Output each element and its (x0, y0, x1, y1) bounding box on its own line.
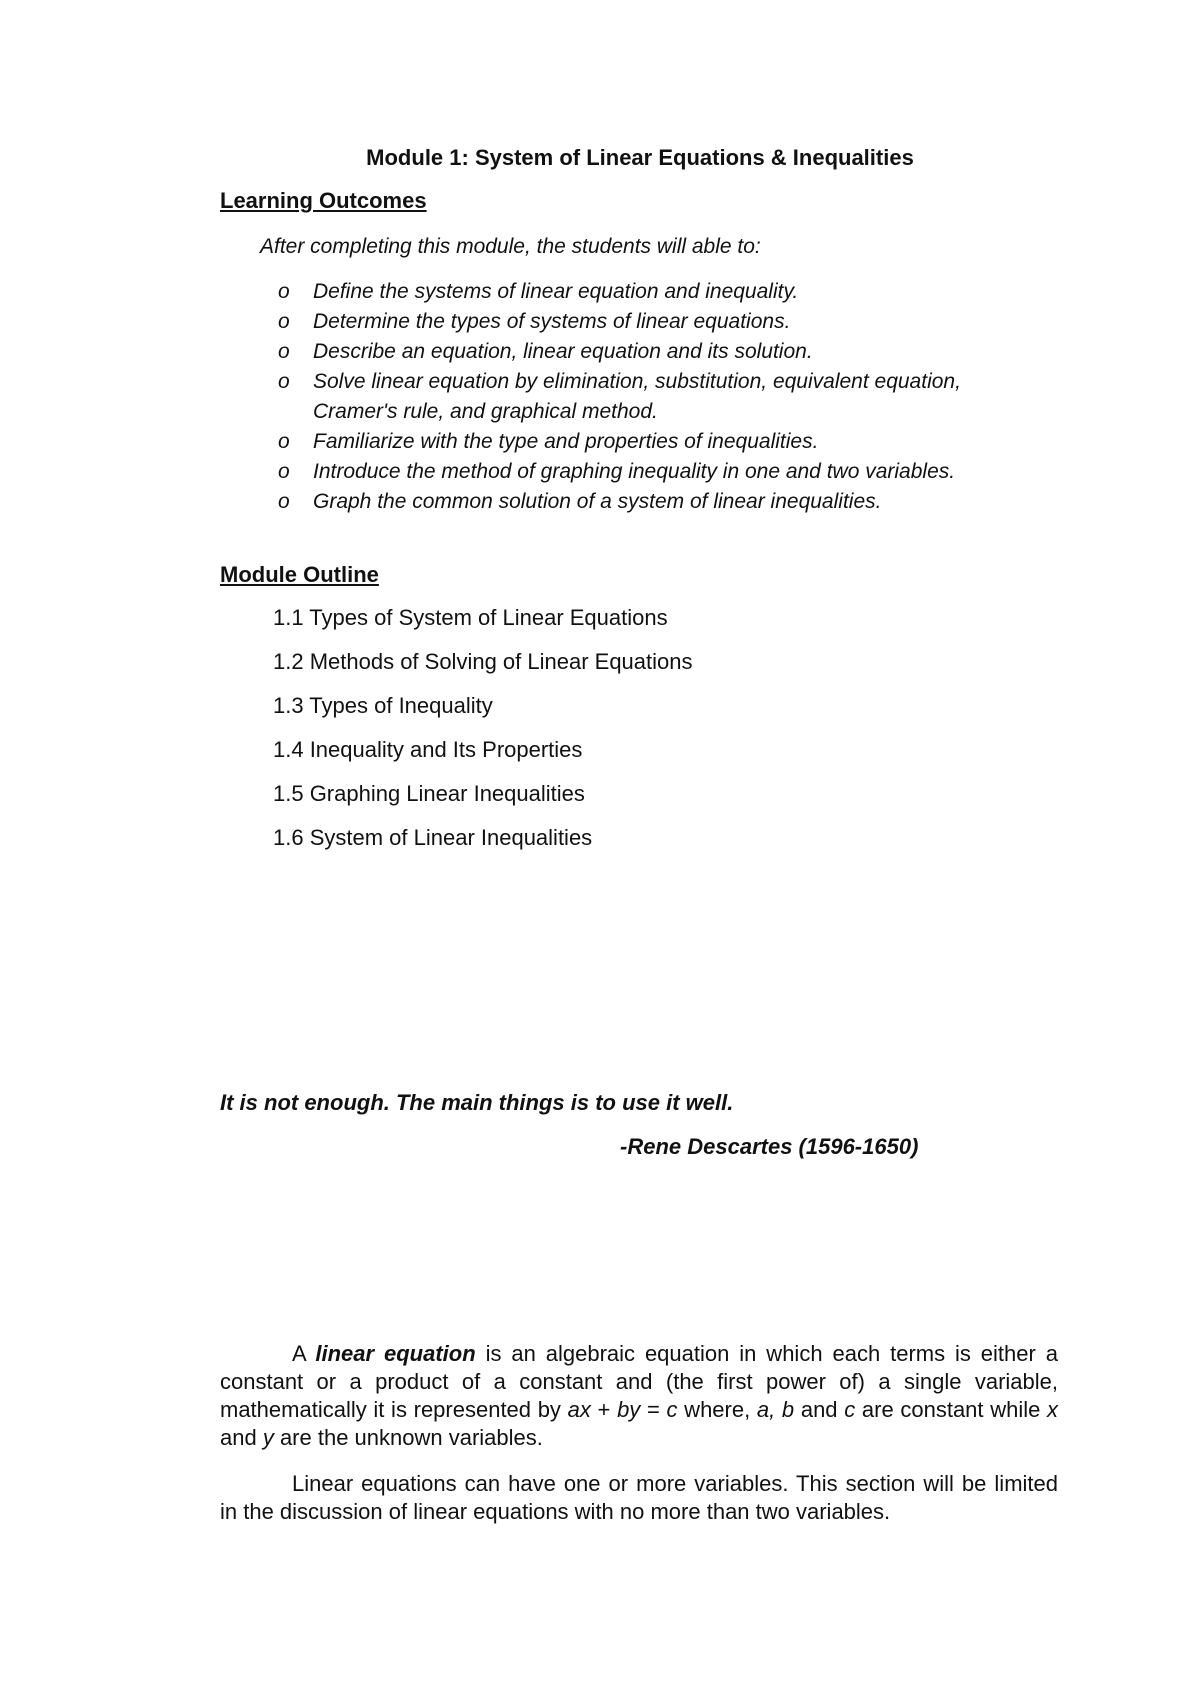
outcome-text: Determine the types of systems of linear equations. (313, 310, 791, 333)
outcome-text: Define the systems of linear equation and inequality. (313, 280, 799, 303)
variable-name: a, b (756, 1397, 795, 1422)
module-outline-heading: Module Outline (220, 562, 379, 587)
paragraph-linear-equation (220, 1340, 1058, 1452)
bullet-icon: o (278, 490, 290, 513)
quote-text: It is not enough. The main things is to use it well. (220, 1090, 734, 1115)
bullet-icon: o (278, 430, 290, 453)
learning-outcomes-list (278, 277, 1078, 517)
variable-name: c (844, 1397, 856, 1422)
outline-item: 1.1 Types of System of Linear Equations (273, 605, 668, 630)
bullet-icon: o (278, 460, 290, 483)
outcome-text: Familiarize with the type and properties of inequalities. (313, 430, 819, 453)
outline-item: 1.2 Methods of Solving of Linear Equations (273, 649, 693, 674)
bullet-icon: o (278, 280, 290, 303)
learning-outcomes-intro: After completing this module, the students will able to: (260, 235, 761, 258)
outcome-text: Introduce the method of graphing inequality in one and two variables. (313, 460, 956, 483)
page-title: Module 1: System of Linear Equations & Inequalities (366, 145, 914, 170)
text-run: and (220, 1425, 263, 1450)
equation-term: c (666, 1397, 678, 1422)
text-run: are the unknown variables. (273, 1425, 543, 1450)
text-run: and (794, 1397, 845, 1422)
list-item (278, 427, 1078, 457)
outline-item: 1.6 System of Linear Inequalities (273, 825, 593, 850)
outcome-text: Graph the common solution of a system of linear inequalities. (313, 490, 882, 513)
text-run: = (640, 1397, 667, 1422)
list-item (278, 367, 973, 427)
equation-term: ax (567, 1397, 591, 1422)
outcome-text: Solve linear equation by elimination, substitution, equivalent equation, Cramer's rule, and graphical method. (313, 370, 961, 423)
text-run: where, (677, 1397, 757, 1422)
bullet-icon: o (278, 340, 290, 363)
text-run: is an algebraic equation in which each terms is either a constant or a product of a constant and (the first power of) a single variable, mathematically it is represented by (220, 1341, 1058, 1422)
bullet-icon: o (278, 370, 290, 393)
text-run: are constant while (855, 1397, 1048, 1422)
module-outline-list (273, 603, 693, 867)
quote-author: -Rene Descartes (1596-1650) (620, 1134, 919, 1159)
learning-outcomes-heading: Learning Outcomes (220, 188, 427, 213)
text-run: A (292, 1341, 316, 1366)
outline-item: 1.4 Inequality and Its Properties (273, 737, 583, 762)
bullet-icon: o (278, 310, 290, 333)
term-linear-equation: linear equation (315, 1341, 476, 1366)
outline-item: 1.3 Types of Inequality (273, 693, 493, 718)
outcome-text: Describe an equation, linear equation and its solution. (313, 340, 813, 363)
list-item (278, 457, 1078, 487)
variable-name: y (262, 1425, 274, 1450)
equation-term: by (617, 1397, 641, 1422)
list-item (278, 307, 1078, 337)
variable-name: x (1047, 1397, 1059, 1422)
list-item (278, 277, 1078, 307)
list-item (278, 487, 1078, 517)
paragraph-variables: Linear equations can have one or more variables. This section will be limited in the discussion of linear equations with no more than two variables. (220, 1471, 1058, 1524)
text-run: + (590, 1397, 618, 1422)
list-item (278, 337, 1078, 367)
outline-item: 1.5 Graphing Linear Inequalities (273, 781, 585, 806)
